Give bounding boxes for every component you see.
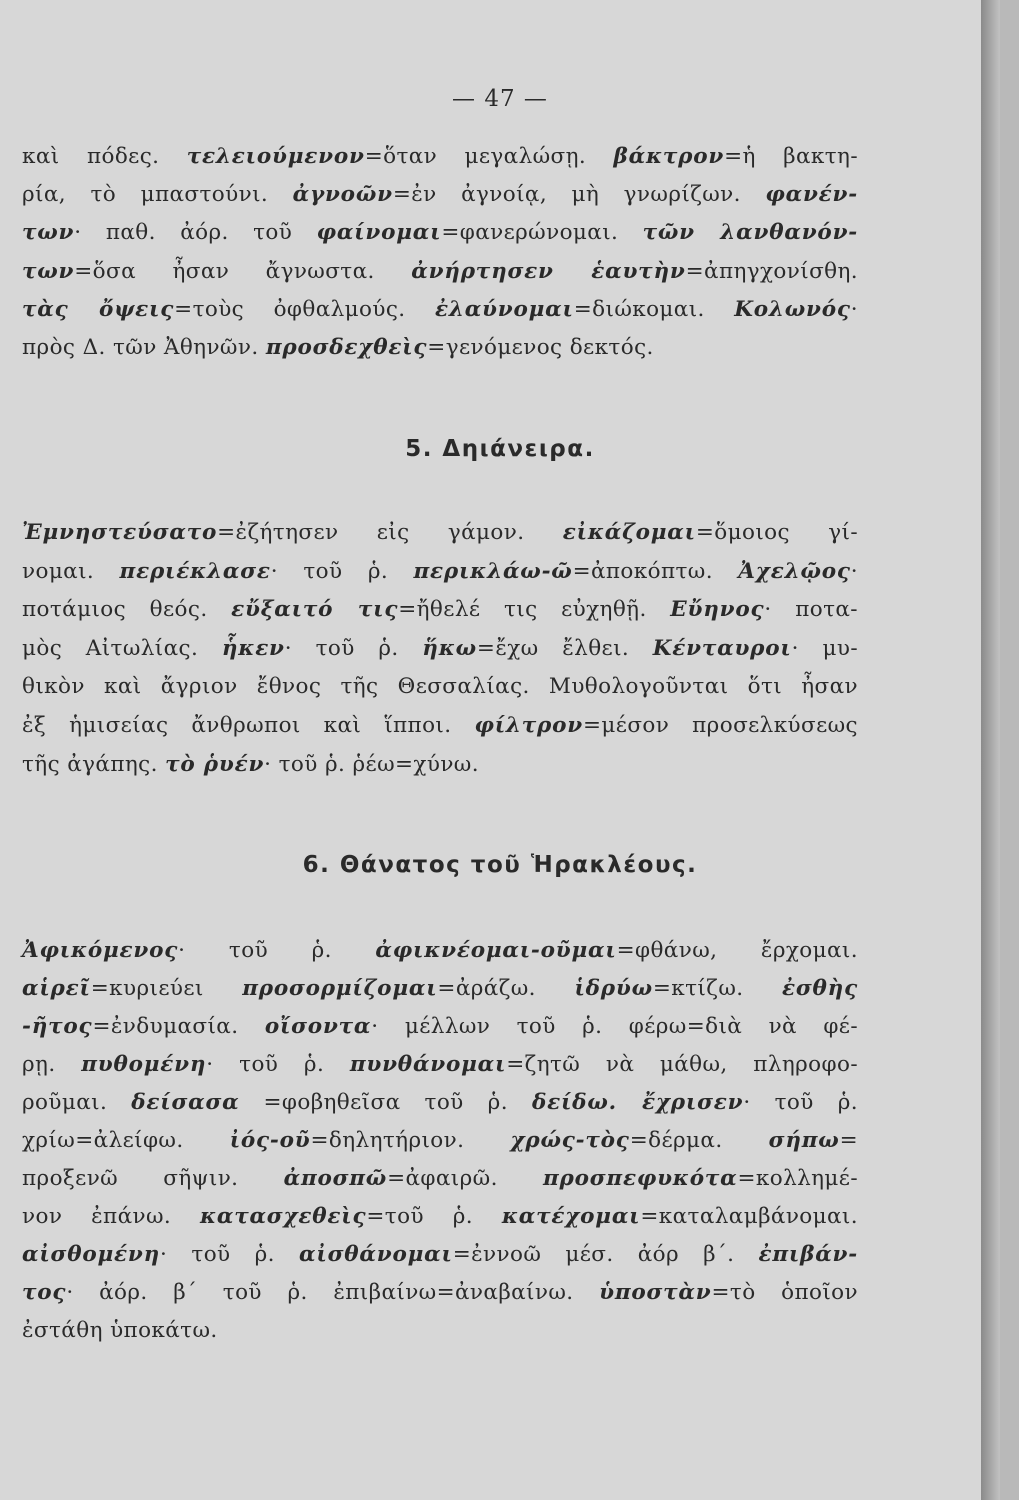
text-line	[22, 1164, 858, 1194]
glossary-term: εὔξαιτό τις	[231, 597, 399, 623]
glossary-text: =δηλητήριον.	[310, 1128, 511, 1153]
text-line	[22, 1012, 858, 1042]
glossary-term: ἀγνοῶν	[292, 182, 393, 208]
glossary-text: =ἐνδυμασία.	[92, 1014, 265, 1039]
text-line	[22, 180, 858, 210]
glossary-term: πυθομένη	[81, 1052, 207, 1077]
glossary-text: =κολλημέ-	[737, 1166, 858, 1191]
glossary-text: τῆς ἀγάπης.	[22, 751, 166, 777]
glossary-text: ποτάμιος θεός.	[22, 597, 232, 623]
glossary-term: ἱδρύω	[574, 976, 653, 1001]
glossary-term: Κένταυροι	[652, 635, 792, 661]
glossary-text: νομαι.	[22, 558, 120, 584]
glossary-text: =ὅσα ἦσαν ἄγνωστα.	[74, 258, 412, 284]
text-line	[22, 295, 858, 325]
glossary-text: =ἀποκόπτω.	[572, 558, 739, 584]
glossary-term: -ῆτος	[22, 1014, 93, 1039]
glossary-term: προσπεφυκότα	[543, 1166, 738, 1191]
glossary-text: =ἀπηγχονίσθη.	[685, 258, 859, 284]
glossary-text: · ποτα-	[764, 597, 858, 623]
glossary-term: τος	[22, 1280, 67, 1305]
glossary-text: =ἐννοῶ μέσ. ἀόρ β΄.	[452, 1242, 759, 1267]
glossary-text: =ζητῶ νὰ μάθω, πληροφο-	[506, 1052, 858, 1077]
glossary-term: ἀνήρτησεν ἑαυτὴν	[411, 258, 686, 284]
glossary-term: τῶν λανθανόν-	[642, 220, 859, 246]
text-line	[22, 1126, 858, 1156]
text-line	[22, 142, 858, 172]
glossary-term: ἥκω	[422, 635, 477, 661]
glossary-text: =ἀφαιρῶ.	[387, 1166, 543, 1191]
text-line	[22, 333, 858, 363]
text-line	[22, 1278, 858, 1308]
glossary-text: =ἐν ἀγνοίᾳ, μὴ γνωρίζων.	[392, 182, 766, 208]
glossary-text: =φθάνω, ἔρχομαι.	[616, 938, 859, 963]
text-line	[22, 518, 858, 548]
glossary-text: =δέρμα.	[629, 1128, 769, 1153]
glossary-term: τὰς ὄψεις	[22, 296, 175, 322]
glossary-text: =	[839, 1128, 858, 1153]
glossary-text: =ἀράζω.	[437, 976, 575, 1001]
glossary-text: =καταλαμβάνομαι.	[640, 1204, 858, 1229]
glossary-term: ἔχρισεν	[641, 1090, 744, 1115]
glossary-term: δείδω.	[531, 1090, 642, 1115]
text-line	[22, 711, 858, 741]
glossary-text: =ὅμοιος γί-	[695, 520, 858, 545]
glossary-term: των	[22, 220, 75, 246]
glossary-text: =κυριεύει	[90, 976, 243, 1001]
glossary-term: σήπω	[768, 1128, 840, 1153]
glossary-text: πρὸς Δ. τῶν Ἀθηνῶν.	[22, 335, 266, 360]
glossary-text: =μέσον προσελκύσεως	[583, 713, 858, 738]
text-line	[22, 672, 858, 702]
text-line	[22, 557, 858, 587]
glossary-text: καὶ πόδες.	[22, 144, 187, 169]
glossary-term: φίλτρον	[474, 713, 583, 738]
glossary-text: · τοῦ ῥ.	[178, 938, 376, 963]
glossary-text: · τοῦ ῥ.	[160, 1242, 300, 1267]
glossary-term: Εὔηνος	[670, 597, 765, 623]
text-line	[22, 634, 858, 664]
glossary-term: αἱρεῖ	[22, 976, 91, 1001]
glossary-text: =τὸ ὁποῖον	[711, 1280, 858, 1305]
glossary-text: · μέλλων τοῦ ῥ. φέρω=διὰ νὰ φέ-	[371, 1014, 858, 1039]
text-line	[22, 1050, 858, 1080]
glossary-term: περιέκλασε	[119, 558, 271, 584]
glossary-text: · τοῦ ῥ.	[270, 558, 414, 584]
glossary-text: · μυ-	[791, 635, 859, 661]
glossary-term: χρώς-τὸς	[510, 1128, 630, 1153]
glossary-text: ἐστάθη ὑποκάτω.	[22, 1318, 218, 1343]
glossary-term: Ἐμνηστεύσατο	[22, 520, 218, 545]
text-line	[22, 1316, 858, 1346]
section-heading-6: 6. Θάνατος τοῦ Ἡρακλέους.	[302, 852, 698, 878]
glossary-text: · τοῦ ῥ.	[206, 1052, 350, 1077]
glossary-text: =γενόμενος δεκτός.	[427, 335, 654, 360]
text-line	[22, 257, 858, 287]
glossary-term: ἐπιβάν-	[758, 1242, 858, 1267]
glossary-term: κατέχομαι	[501, 1204, 641, 1229]
glossary-text: =κτίζω.	[652, 976, 783, 1001]
glossary-term: εἰκάζομαι	[562, 520, 696, 545]
glossary-term: αἰσθομένη	[22, 1242, 161, 1267]
glossary-text: ρῃ.	[22, 1052, 82, 1077]
text-line	[22, 936, 858, 966]
glossary-text: =τοῦ ῥ.	[366, 1204, 502, 1229]
section-heading-5: 5. Δηιάνειρα.	[405, 436, 595, 462]
glossary-text: ροῦμαι.	[22, 1090, 132, 1115]
glossary-term: Ἀχελῷος	[738, 558, 851, 584]
glossary-term: αἰσθάνομαι	[299, 1242, 453, 1267]
glossary-term: πυνθάνομαι	[349, 1052, 507, 1077]
glossary-text: =διώκομαι.	[573, 296, 735, 322]
glossary-term: περικλάω-ῶ	[413, 558, 573, 584]
glossary-text: · ἀόρ. β΄ τοῦ ῥ. ἐπιβαίνω=ἀναβαίνω.	[66, 1280, 600, 1305]
text-line	[22, 1088, 858, 1118]
text-line	[22, 974, 858, 1004]
glossary-term: ἐλαύνομαι	[434, 296, 574, 322]
glossary-term: οἴσοντα	[264, 1014, 372, 1039]
text-line	[22, 595, 858, 625]
text-line	[22, 1202, 858, 1232]
text-line	[22, 1240, 858, 1270]
glossary-term: ἀποσπῶ	[283, 1166, 388, 1191]
glossary-term: προσδεχθεὶς	[265, 335, 428, 360]
glossary-term: φανέν-	[765, 182, 858, 208]
glossary-text: προξενῶ σῆψιν.	[22, 1166, 284, 1191]
glossary-term: ἐσθὴς	[782, 976, 859, 1001]
glossary-text: ·	[850, 558, 859, 584]
glossary-term: τὸ ῥυέν	[165, 751, 265, 777]
glossary-term: φαίνομαι	[316, 220, 442, 246]
glossary-text: ἐξ ἡμισείας ἄνθρωποι καὶ ἵπποι.	[22, 713, 475, 738]
glossary-text: =φοβηθεῖσα τοῦ ῥ.	[239, 1090, 532, 1115]
glossary-term: ὑποστὰν	[599, 1280, 712, 1305]
glossary-term: Ἀφικόμενος	[22, 938, 179, 963]
glossary-text: =τοὺς ὀφθαλμούς.	[174, 296, 435, 322]
glossary-text: =φανερώνομαι.	[441, 220, 643, 246]
glossary-term: ἀφικνέομαι-οῦμαι	[375, 938, 617, 963]
glossary-term: βάκτρον	[613, 144, 725, 169]
glossary-text: χρίω=ἀλείφω.	[22, 1128, 230, 1153]
glossary-term: ἧκεν	[221, 635, 285, 661]
glossary-text: θικὸν καὶ ἄγριον ἔθνος τῆς Θεσσαλίας. Μυθολογοῦνται ὅτι ἦσαν	[22, 674, 858, 700]
glossary-text: νον ἐπάνω.	[22, 1204, 200, 1229]
text-line	[22, 218, 858, 248]
glossary-term: προσορμίζομαι	[242, 976, 438, 1001]
glossary-text: =ἔχω ἔλθει.	[476, 635, 653, 661]
glossary-term: κατασχεθεὶς	[199, 1204, 367, 1229]
glossary-text: =ἐζήτησεν εἰς γάμον.	[217, 520, 563, 545]
glossary-term: των	[22, 258, 75, 284]
glossary-text: ·	[850, 296, 859, 322]
text-line	[22, 750, 858, 780]
glossary-term: Κολωνός	[734, 296, 851, 322]
glossary-text: =ἡ βακτη-	[724, 144, 858, 169]
page-edge-shadow	[981, 0, 1000, 1500]
glossary-text: · τοῦ ῥ. ῥέω=χύνω.	[264, 751, 479, 777]
glossary-term: ἰός-οῦ	[229, 1128, 311, 1153]
glossary-text: · τοῦ ῥ.	[743, 1090, 858, 1115]
glossary-text: =ἤθελέ τις εὐχηθῇ.	[398, 597, 671, 623]
glossary-text: · παθ. ἀόρ. τοῦ	[74, 220, 317, 246]
page-number: — 47 —	[452, 86, 548, 112]
glossary-term: δείσασα	[131, 1090, 240, 1115]
glossary-text: · τοῦ ῥ.	[284, 635, 423, 661]
glossary-text: μὸς Αἰτωλίας.	[22, 635, 222, 661]
glossary-text: =ὅταν μεγαλώσῃ.	[364, 144, 614, 169]
glossary-text: ρία, τὸ μπαστούνι.	[22, 182, 293, 208]
glossary-term: τελειούμενον	[186, 144, 365, 169]
